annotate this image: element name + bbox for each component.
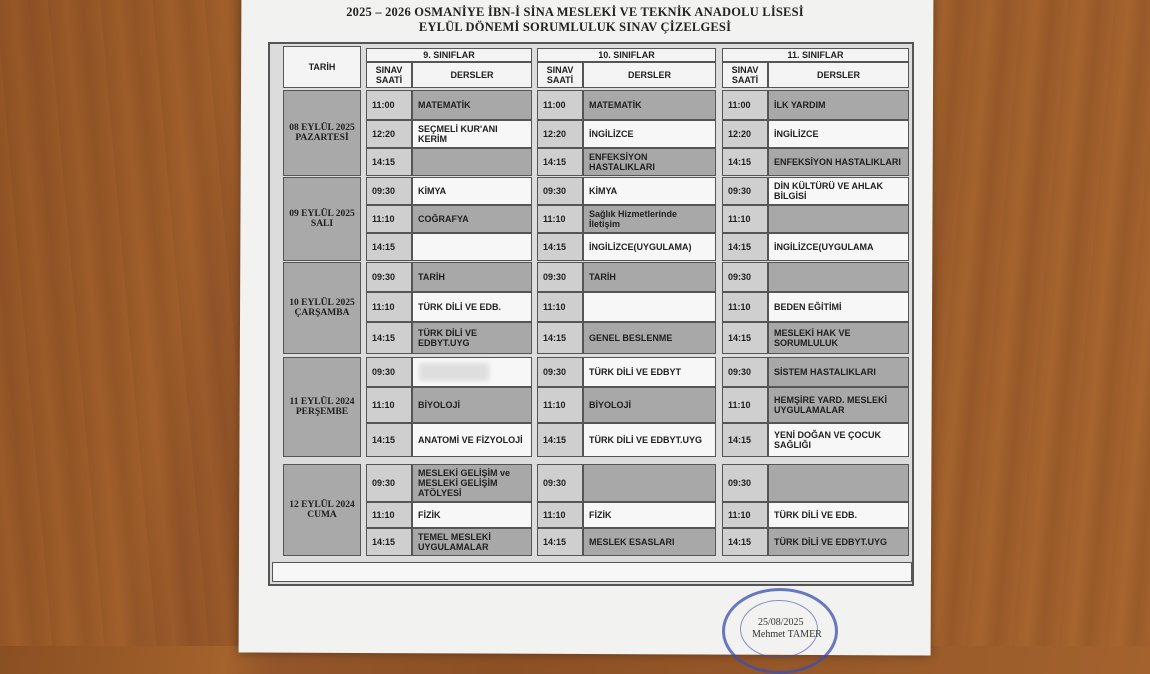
- exam-time: 09:30: [722, 177, 768, 205]
- exam-time: 14:15: [722, 148, 768, 176]
- exam-course: TÜRK DİLİ VE EDB.: [768, 502, 909, 528]
- exam-time: 14:15: [722, 423, 768, 457]
- column-header-dersler: DERSLER: [583, 62, 716, 88]
- exam-course: YENİ DOĞAN VE ÇOCUK SAĞLIĞI: [768, 423, 909, 457]
- exam-course: TÜRK DİLİ VE EDB.: [412, 292, 532, 322]
- column-header-sinav-saati: SINAV SAATİ: [722, 62, 768, 88]
- exam-course: MESLEK ESASLARI: [583, 528, 716, 556]
- exam-time: 09:30: [722, 262, 768, 292]
- column-header-grade10: 10. SINIFLAR: [537, 48, 716, 62]
- exam-course: [768, 262, 909, 292]
- exam-time: 11:10: [366, 387, 412, 423]
- exam-time: 14:15: [537, 528, 583, 556]
- column-header-tarih: TARİH: [283, 46, 361, 88]
- exam-course: MATEMATİK: [412, 90, 532, 120]
- exam-time: 11:00: [722, 90, 768, 120]
- exam-course: [768, 464, 909, 502]
- exam-course: [583, 292, 716, 322]
- exam-course: TÜRK DİLİ VE EDBYT.UYG: [768, 528, 909, 556]
- wooden-table-left: [0, 0, 250, 646]
- exam-time: 12:20: [722, 120, 768, 148]
- blurred-course-name: [419, 363, 489, 381]
- exam-course: İNGİLİZCE: [583, 120, 716, 148]
- exam-course: TÜRK DİLİ VE EDBYT.UYG: [412, 322, 532, 354]
- exam-time: 14:15: [722, 528, 768, 556]
- exam-time: 14:15: [366, 528, 412, 556]
- column-header-sinav-saati: SINAV SAATİ: [537, 62, 583, 88]
- exam-time: 09:30: [366, 357, 412, 387]
- exam-time: 11:10: [722, 502, 768, 528]
- exam-course: GENEL BESLENME: [583, 322, 716, 354]
- exam-time: 11:10: [537, 205, 583, 233]
- exam-time: 09:30: [537, 262, 583, 292]
- exam-time: 11:10: [537, 387, 583, 423]
- exam-course: [412, 148, 532, 176]
- exam-course: MESLEKİ HAK VE SORUMLULUK: [768, 322, 909, 354]
- exam-time: 11:10: [366, 292, 412, 322]
- exam-time: 14:15: [722, 322, 768, 354]
- exam-course: ENFEKSİYON HASTALIKLARI: [583, 148, 716, 176]
- exam-course: İNGİLİZCE: [768, 120, 909, 148]
- exam-course: İNGİLİZCE(UYGULAMA: [768, 233, 909, 261]
- exam-course: [412, 357, 532, 387]
- exam-day-date: 12 EYLÜL 2024 CUMA: [283, 464, 361, 556]
- table-footer-row: [272, 562, 912, 582]
- exam-time: 09:30: [366, 262, 412, 292]
- exam-course: TÜRK DİLİ VE EDBYT: [583, 357, 716, 387]
- wooden-table-right: [930, 0, 1150, 646]
- exam-course: KİMYA: [583, 177, 716, 205]
- signature-name: Mehmet TAMER: [752, 629, 822, 640]
- exam-day-date: 10 EYLÜL 2025 ÇARŞAMBA: [283, 262, 361, 354]
- exam-course: ENFEKSİYON HASTALIKLARI: [768, 148, 909, 176]
- exam-course: FİZİK: [583, 502, 716, 528]
- exam-time: 14:15: [537, 148, 583, 176]
- exam-time: 14:15: [722, 233, 768, 261]
- column-header-grade11: 11. SINIFLAR: [722, 48, 909, 62]
- exam-time: 12:20: [366, 120, 412, 148]
- exam-time: 11:10: [722, 292, 768, 322]
- exam-course: SİSTEM HASTALIKLARI: [768, 357, 909, 387]
- exam-course: DİN KÜLTÜRÜ VE AHLAK BİLGİSİ: [768, 177, 909, 205]
- exam-time: 11:10: [366, 205, 412, 233]
- exam-course: İLK YARDIM: [768, 90, 909, 120]
- exam-course: [768, 205, 909, 233]
- exam-course: [412, 233, 532, 261]
- exam-time: 11:10: [537, 502, 583, 528]
- exam-time: 14:15: [366, 233, 412, 261]
- exam-course: MESLEKİ GELİŞİM ve MESLEKİ GELİŞİM ATÖLYESİ: [412, 464, 532, 502]
- exam-course: TÜRK DİLİ VE EDBYT.UYG: [583, 423, 716, 457]
- exam-course: TEMEL MESLEKİ UYGULAMALAR: [412, 528, 532, 556]
- exam-course: [583, 464, 716, 502]
- exam-course: SEÇMELİ KUR'ANI KERİM: [412, 120, 532, 148]
- exam-time: 14:15: [537, 322, 583, 354]
- exam-time: 14:15: [537, 423, 583, 457]
- column-header-dersler: DERSLER: [412, 62, 532, 88]
- exam-day-date: 08 EYLÜL 2025 PAZARTESİ: [283, 90, 361, 176]
- exam-time: 11:10: [366, 502, 412, 528]
- school-title: 2025 – 2026 OSMANİYE İBN-İ SİNA MESLEKİ VE TEKNİK ANADOLU LİSESİ: [346, 5, 804, 19]
- exam-time: 09:30: [537, 177, 583, 205]
- exam-course: FİZİK: [412, 502, 532, 528]
- exam-time: 09:30: [366, 464, 412, 502]
- exam-course: KİMYA: [412, 177, 532, 205]
- exam-time: 09:30: [366, 177, 412, 205]
- exam-time: 12:20: [537, 120, 583, 148]
- exam-time: 11:00: [366, 90, 412, 120]
- exam-time: 09:30: [722, 464, 768, 502]
- exam-time: 09:30: [722, 357, 768, 387]
- signature-date: 25/08/2025: [758, 617, 804, 628]
- column-header-sinav-saati: SINAV SAATİ: [366, 62, 412, 88]
- exam-time: 14:15: [366, 423, 412, 457]
- exam-course: Sağlık Hizmetlerinde İletişim: [583, 205, 716, 233]
- exam-time: 14:15: [537, 233, 583, 261]
- exam-time: 09:30: [537, 357, 583, 387]
- exam-course: COĞRAFYA: [412, 205, 532, 233]
- column-header-grade9: 9. SINIFLAR: [366, 48, 532, 62]
- exam-time: 11:10: [722, 387, 768, 423]
- schedule-title: EYLÜL DÖNEMİ SORUMLULUK SINAV ÇİZELGESİ: [418, 20, 732, 34]
- exam-time: 14:15: [366, 148, 412, 176]
- exam-course: BİYOLOJİ: [412, 387, 532, 423]
- column-header-dersler: DERSLER: [768, 62, 909, 88]
- exam-course: TARİH: [412, 262, 532, 292]
- exam-time: 11:10: [537, 292, 583, 322]
- exam-course: TARİH: [583, 262, 716, 292]
- exam-time: 11:00: [537, 90, 583, 120]
- exam-course: MATEMATİK: [583, 90, 716, 120]
- exam-day-date: 11 EYLÜL 2024 PERŞEMBE: [283, 357, 361, 457]
- exam-course: HEMŞİRE YARD. MESLEKİ UYGULAMALAR: [768, 387, 909, 423]
- exam-course: BEDEN EĞİTİMİ: [768, 292, 909, 322]
- exam-time: 11:10: [722, 205, 768, 233]
- exam-time: 14:15: [366, 322, 412, 354]
- exam-day-date: 09 EYLÜL 2025 SALI: [283, 177, 361, 261]
- exam-time: 09:30: [537, 464, 583, 502]
- exam-course: BİYOLOJİ: [583, 387, 716, 423]
- exam-course: ANATOMİ VE FİZYOLOJİ: [412, 423, 532, 457]
- exam-course: İNGİLİZCE(UYGULAMA): [583, 233, 716, 261]
